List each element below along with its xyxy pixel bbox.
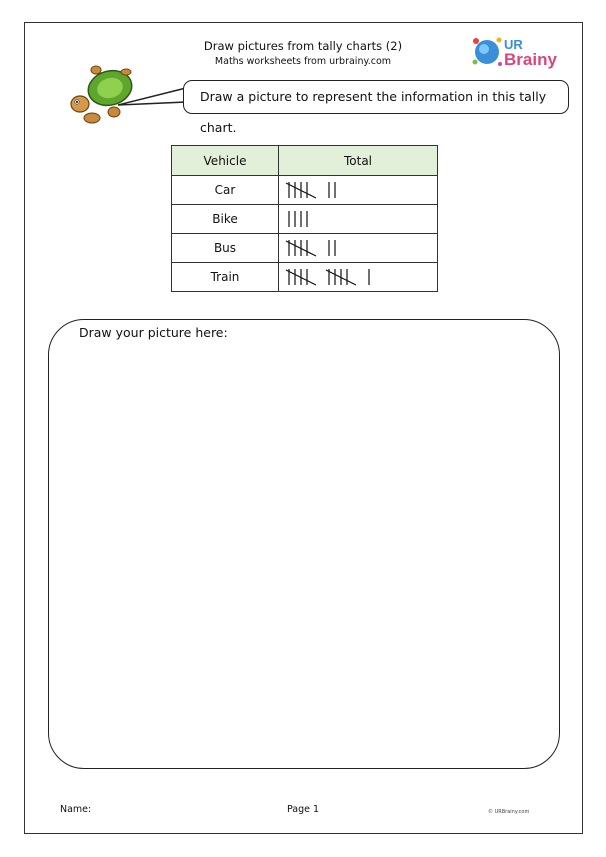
drawing-area[interactable] [48,319,560,769]
tally-table [171,145,438,292]
page-subtitle: Maths worksheets from urbrainy.com [214,56,392,67]
header-vehicle: Vehicle [172,146,279,176]
header-total: Total [279,146,438,176]
table-row [172,263,438,292]
vehicle-label: Car [172,176,279,205]
vehicle-label: Bus [172,234,279,263]
tally-marks [285,208,425,230]
tally-table-header-row [172,146,438,176]
logo-text-ur: UR [504,37,523,52]
copyright-text: © URBrainy.com [488,809,530,815]
table-row [172,176,438,205]
vehicle-label: Bike [172,205,279,234]
tally-marks [285,179,425,201]
tally-marks [285,237,425,259]
page-title: Draw pictures from tally charts (2) [203,39,403,53]
page-number: Page 1 [286,804,320,815]
urbrainy-logo [470,32,565,72]
table-row [172,205,438,234]
speech-bubble-tail [118,84,190,114]
drawing-area-label: Draw your picture here: [79,325,228,340]
globe-logo-icon [473,38,503,67]
vehicle-label: Train [172,263,279,292]
logo-text-brainy: Brainy [504,50,557,69]
name-label: Name: [60,804,92,815]
instruction-bubble: Draw a picture to represent the information in this tally chart. [183,80,569,114]
tally-marks [285,266,425,288]
table-row [172,234,438,263]
